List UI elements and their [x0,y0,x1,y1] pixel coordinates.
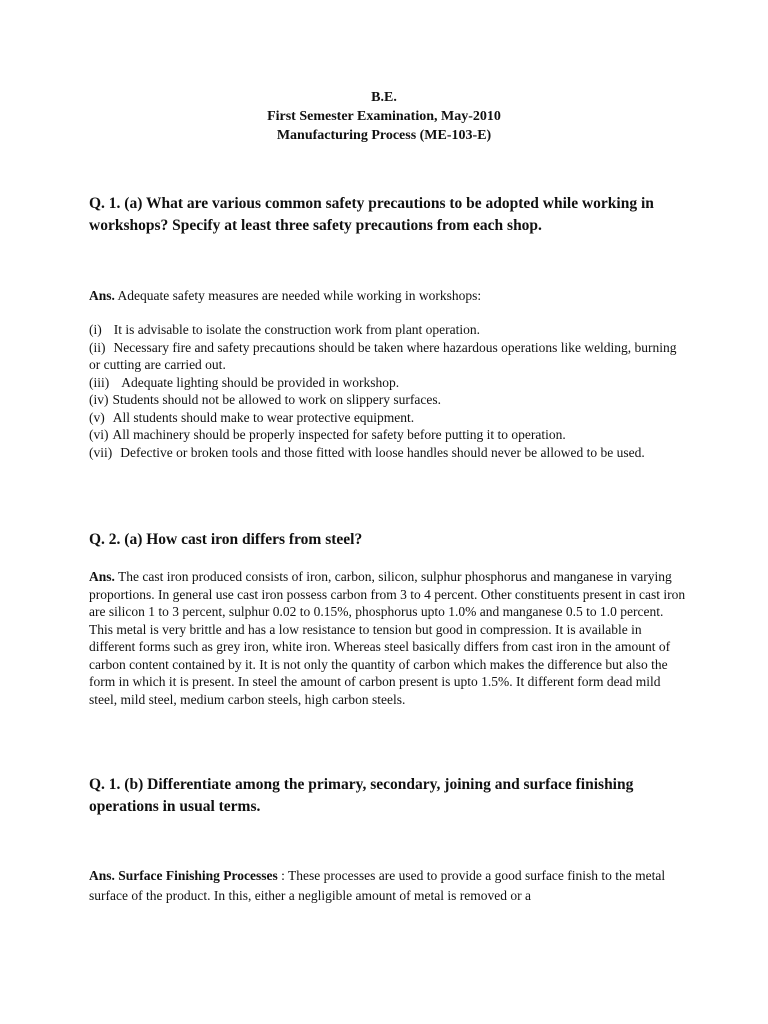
list-item-text: Students should not be allowed to work on slippery surfaces. [112,392,441,407]
list-item [89,444,689,462]
list-item [89,374,689,392]
list-item [89,426,689,444]
answer-1a-intro [89,287,689,305]
answer-2a-text [89,568,689,708]
question-1b-text: Q. 1. (b) Differentiate among the primary, secondary, joining and surface finishing operations in usual terms. [89,776,634,815]
list-item-text: Necessary fire and safety precautions should be taken where hazardous operations like welding, burning or cutting are carried out. [89,339,677,372]
list-item [89,409,689,427]
list-item [89,339,689,374]
question-2a [89,529,689,551]
list-item-number: (iii) [89,374,110,390]
list-item-text: All machinery should be properly inspected for safety before putting it to operation. [112,427,566,442]
answer-label: Ans. [89,288,115,303]
list-item-text: It is advisable to isolate the construction work from plant operation. [113,322,481,337]
answer-1a [89,287,689,305]
answer-label: Ans. [89,569,115,584]
list-item-text: Adequate lighting should be provided in workshop. [121,374,400,390]
degree-title: B.E. [371,90,397,105]
list-item-number: (iv) [89,392,109,407]
list-item-text: All students should make to wear protective equipment. [112,409,415,425]
question-1a [89,193,689,237]
list-item-number: (ii) [89,339,106,355]
answer-label: Ans. Surface Finishing Processes [89,868,278,883]
list-item-number: (vii) [89,444,113,460]
question-2a-text: Q. 2. (a) How cast iron differs from steel? [89,531,363,548]
list-item-number: (vi) [89,427,109,442]
list-item-number: (v) [89,409,105,425]
answer-body-text: The cast iron produced consists of iron, carbon, silicon, sulphur phosphorus and manganese in varying proportions. In general use cast iron possess carbon from 3 to 4 percent. Other constituents present in cast iron are silicon 1 to 3 percent, sulphur 0.02 to 0.15%, phosphorus upto 1.0% and manganese 0.5 to 1.0 percent. This metal is very brittle and has a low resistance to tension but good in compression. It is available in different forms such as grey iron, white iron. Whereas steel basically differs from cast iron in the amount of carbon content contained by it. It is not only the quantity of carbon which makes the difference but also the form in which it is present. In steel the amount of carbon present is upto 1.5%. It different form dead mild steel, mild steel, medium carbon steels, high carbon steels. [89,569,686,707]
answer-1b-text [89,866,689,906]
subject-title: Manufacturing Process (ME-103-E) [276,128,492,143]
answer-body-text: : These processes are used to provide a good surface finish to the metal surface of the product. In this, either a negligible amount of metal is removed or a [89,868,666,903]
exam-header [0,88,768,145]
answer-intro-text: Adequate safety measures are needed while working in workshops: [114,288,482,303]
question-1a-text: Q. 1. (a) What are various common safety precautions to be adopted while working in workshops? Specify at least three safety precautions from each shop. [89,195,654,234]
list-item-text: Defective or broken tools and those fitted with loose handles should never be allowed to be used. [120,444,645,460]
exam-title: First Semester Examination, May-2010 [267,109,501,124]
list-item [89,321,689,339]
answer-2a [89,568,689,708]
answer-1b [89,866,689,906]
safety-list [89,321,689,461]
list-item [89,391,689,409]
list-item-number: (i) [89,322,102,337]
question-1b [89,774,689,818]
